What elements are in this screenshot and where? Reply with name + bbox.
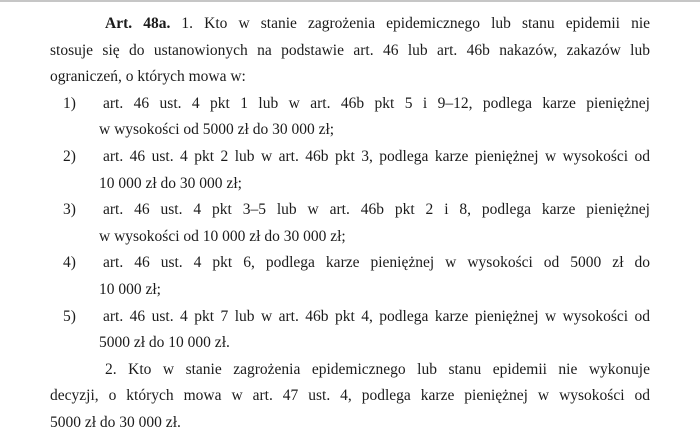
- statute-text: [50, 11, 650, 437]
- list-item-3-marker: 3): [63, 201, 76, 219]
- list-item-4-line-2: 10 000 zł;: [99, 280, 161, 298]
- article-heading: Art. 48a.: [105, 15, 171, 32]
- list-item-1-line-1: art. 46 ust. 4 pkt 1 lub w art. 46b pkt 5 i 9–12, podlega karze pieniężnej: [103, 94, 650, 112]
- list-item-2: [50, 144, 650, 197]
- list-item-2-marker: 2): [63, 147, 76, 165]
- list-item-3-line-1: art. 46 ust. 4 pkt 3–5 lub w art. 46b pkt 2 i 8, podlega karze pieniężnej: [103, 201, 650, 219]
- window-top-edge: [0, 0, 700, 2]
- list-item-3: [50, 197, 650, 250]
- para2-line-2: decyzji, o których mowa w art. 47 ust. 4, podlega karze pieniężnej w wysokości od: [50, 387, 650, 405]
- list-item-2-line-2: 10 000 zł do 30 000 zł;: [99, 174, 242, 192]
- para2-line-1: 2. Kto w stanie zagrożenia epidemicznego lub stanu epidemii nie wykonuje: [105, 360, 650, 378]
- para1-line-3: ograniczeń, o których mowa w:: [50, 68, 246, 86]
- list-item-4: [50, 250, 650, 303]
- list-item-5-line-2: 5000 zł do 10 000 zł.: [99, 334, 230, 352]
- para1-line-1-text: 1. Kto w stanie zagrożenia epidemicznego lub stanu epidemii nie: [181, 15, 651, 32]
- list-item-3-line-2: w wysokości od 10 000 zł do 30 000 zł;: [99, 227, 346, 245]
- list-item-1: [50, 91, 650, 144]
- para1-line-2: stosuje się do ustanowionych na podstawie art. 46 lub art. 46b nakazów, zakazów lub: [50, 41, 650, 59]
- list-item-5: [50, 304, 650, 357]
- list-item-1-line-2: w wysokości od 5000 zł do 30 000 zł;: [99, 121, 335, 139]
- list-item-1-marker: 1): [63, 94, 76, 112]
- list-item-2-line-1: art. 46 ust. 4 pkt 2 lub w art. 46b pkt 3, podlega karze pieniężnej w wysokości od: [103, 147, 650, 165]
- list-item-4-marker: 4): [63, 254, 76, 272]
- statute-paragraph-2: [50, 357, 650, 437]
- list-item-5-line-1: art. 46 ust. 4 pkt 7 lub w art. 46b pkt 4, podlega karze pieniężnej w wysokości od: [103, 307, 650, 325]
- list-item-5-marker: 5): [63, 307, 76, 325]
- statute-paragraph-1: [50, 11, 650, 91]
- para2-line-3: 5000 zł do 30 000 zł.: [50, 413, 181, 431]
- list-item-4-line-1: art. 46 ust. 4 pkt 6, podlega karze pieniężnej w wysokości od 5000 zł do: [103, 254, 650, 272]
- para1-line-1: [50, 11, 650, 38]
